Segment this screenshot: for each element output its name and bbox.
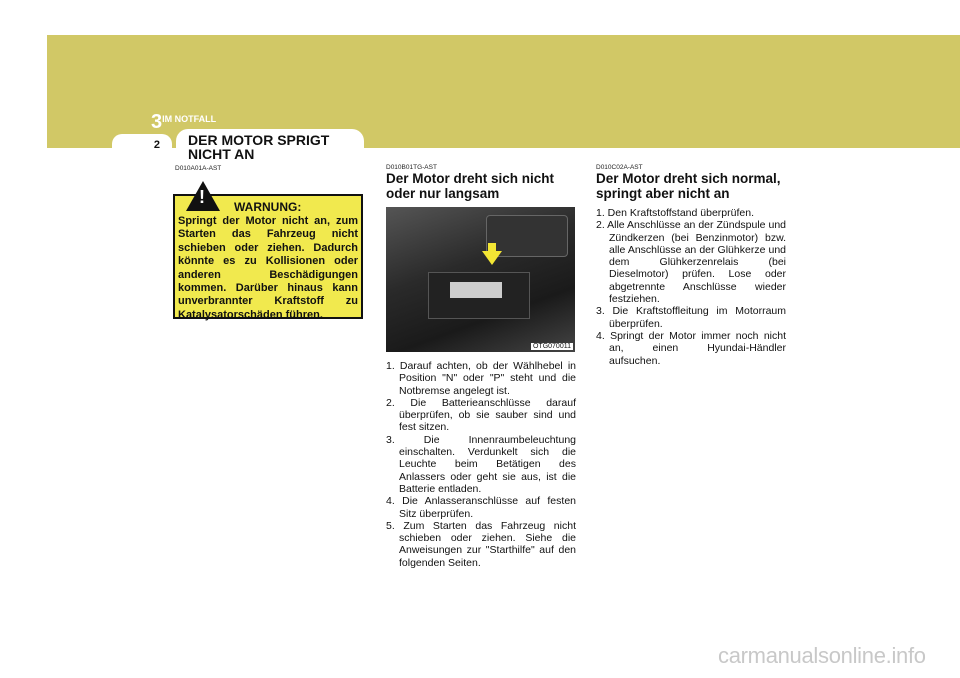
right-column	[596, 164, 786, 367]
right-code: D010C02A-AST	[596, 164, 643, 171]
section-title: DER MOTOR SPRIGT NICHT AN	[188, 132, 330, 162]
warning-icon: !	[186, 181, 220, 211]
warning-title: WARNUNG:	[234, 200, 302, 214]
warning-box	[173, 194, 363, 319]
middle-code: D010B01TG-AST	[386, 164, 437, 171]
list-item: 2. Alle Anschlüsse an der Zündspule und Zündkerzen (bei Benzinmotor) bzw. alle Anschlüsse an der Glühkerze und dem Glühkerzenrelais (bei Dieselmotor) prüfen. Lose oder abgetrennte Anschlüsse wieder festziehen.	[596, 219, 786, 306]
chapter-number: 3	[151, 111, 163, 133]
watermark: carmanualsonline.info	[718, 643, 926, 668]
list-item: 1. Darauf achten, ob der Wählhebel in Position "N" oder "P" steht und die Notbremse angelegt ist.	[386, 360, 576, 397]
battery-photo	[386, 207, 575, 352]
photo-code: OTG070011	[532, 343, 571, 350]
list-item: 1. Den Kraftstoffstand überprüfen.	[596, 207, 754, 219]
list-item: 3. Die Kraftstoffleitung im Motorraum überprüfen.	[596, 305, 786, 330]
list-item: 5. Zum Starten das Fahrzeug nicht schieben oder ziehen. Siehe die Anweisungen zur "Starthilfe" auf den folgenden Seiten.	[386, 519, 576, 569]
list-item: 4. Springt der Motor immer noch nicht an, einen Hyundai-Händler aufsuchen.	[596, 329, 786, 367]
warning-text: Springt der Motor nicht an, zum Starten das Fahrzeug nicht schieben oder ziehen. Dadurch könnte es zu Kollisionen oder anderen Beschädigungen kommen. Darüber hinaus kann unverbrannter Kraftstoff zu Katalysatorschäden führen.	[178, 215, 358, 321]
left-code: D010A01A-AST	[175, 165, 222, 172]
list-item: 4. Die Anlasseranschlüsse auf festen Sitz überprüfen.	[386, 495, 576, 520]
page-number: 2	[112, 134, 172, 154]
list-item: 2. Die Batterieanschlüsse darauf überprüfen, ob sie sauber sind und fest sitzen.	[386, 396, 576, 434]
list-item: 3. Die Innenraumbeleuchtung einschalten. Verdunkelt sich die Leuchte beim Betätigen des Anlassers oder geht sie aus, ist die Batterie entladen.	[386, 433, 576, 495]
middle-heading: Der Motor dreht sich nicht oder nur langsam	[386, 171, 555, 201]
chapter-title: IM NOTFALL	[162, 114, 217, 124]
middle-column	[386, 164, 576, 569]
right-heading: Der Motor dreht sich normal, springt aber nicht an	[596, 171, 781, 201]
